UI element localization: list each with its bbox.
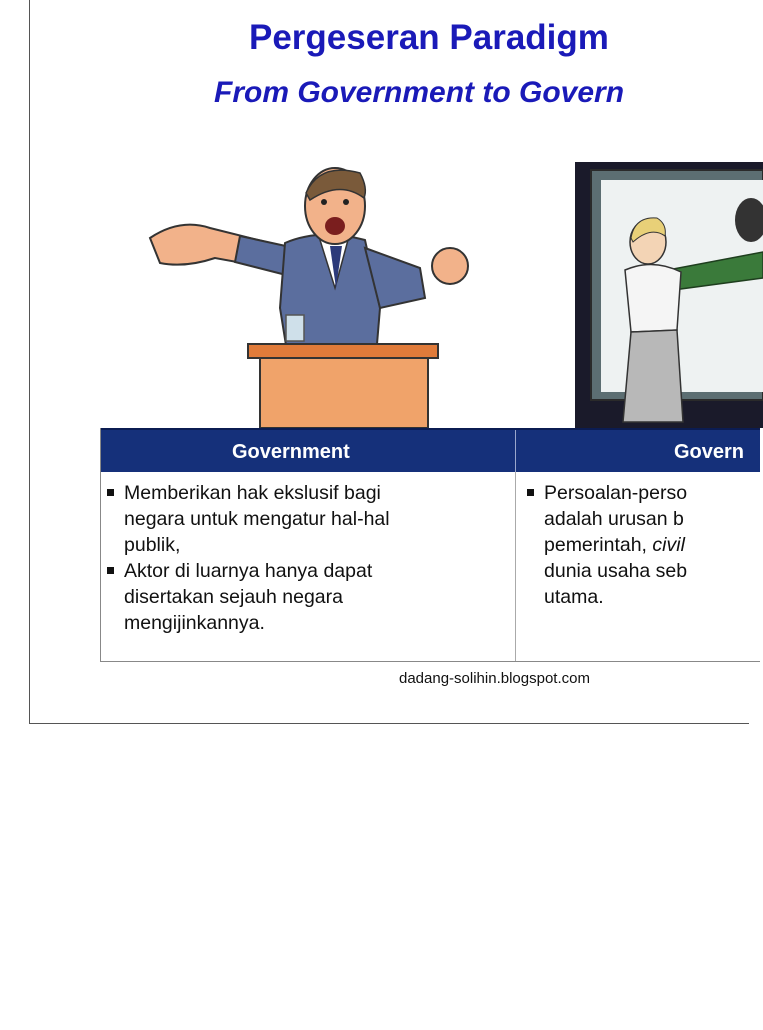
- header-divider: [515, 430, 516, 474]
- comparison-table: [100, 428, 760, 662]
- header-governance: Govern: [674, 441, 745, 463]
- slide-subtitle: From Government to Govern: [214, 76, 625, 109]
- governance-points: [521, 480, 687, 610]
- column-divider: [515, 472, 516, 661]
- presentation-board-illustration: [573, 160, 763, 430]
- list-item: Persoalan-perso adalah urusan b pemerintah, civil dunia usaha seb utama.: [521, 480, 687, 610]
- list-item: Memberikan hak ekslusif bagi negara untuk mengatur hal-hal publik,: [101, 480, 390, 558]
- speaker-at-podium-illustration: [120, 158, 490, 430]
- slide-title: Pergeseran Paradigm: [249, 18, 609, 57]
- header-government: Government: [232, 441, 350, 463]
- slide: [29, 0, 749, 724]
- government-points: [101, 480, 390, 636]
- list-item: Aktor di luarnya hanya dapat disertakan sejauh negara mengijinkannya.: [101, 558, 390, 636]
- table-header: [101, 428, 760, 472]
- footer-source: dadang-solihin.blogspot.com: [399, 670, 590, 687]
